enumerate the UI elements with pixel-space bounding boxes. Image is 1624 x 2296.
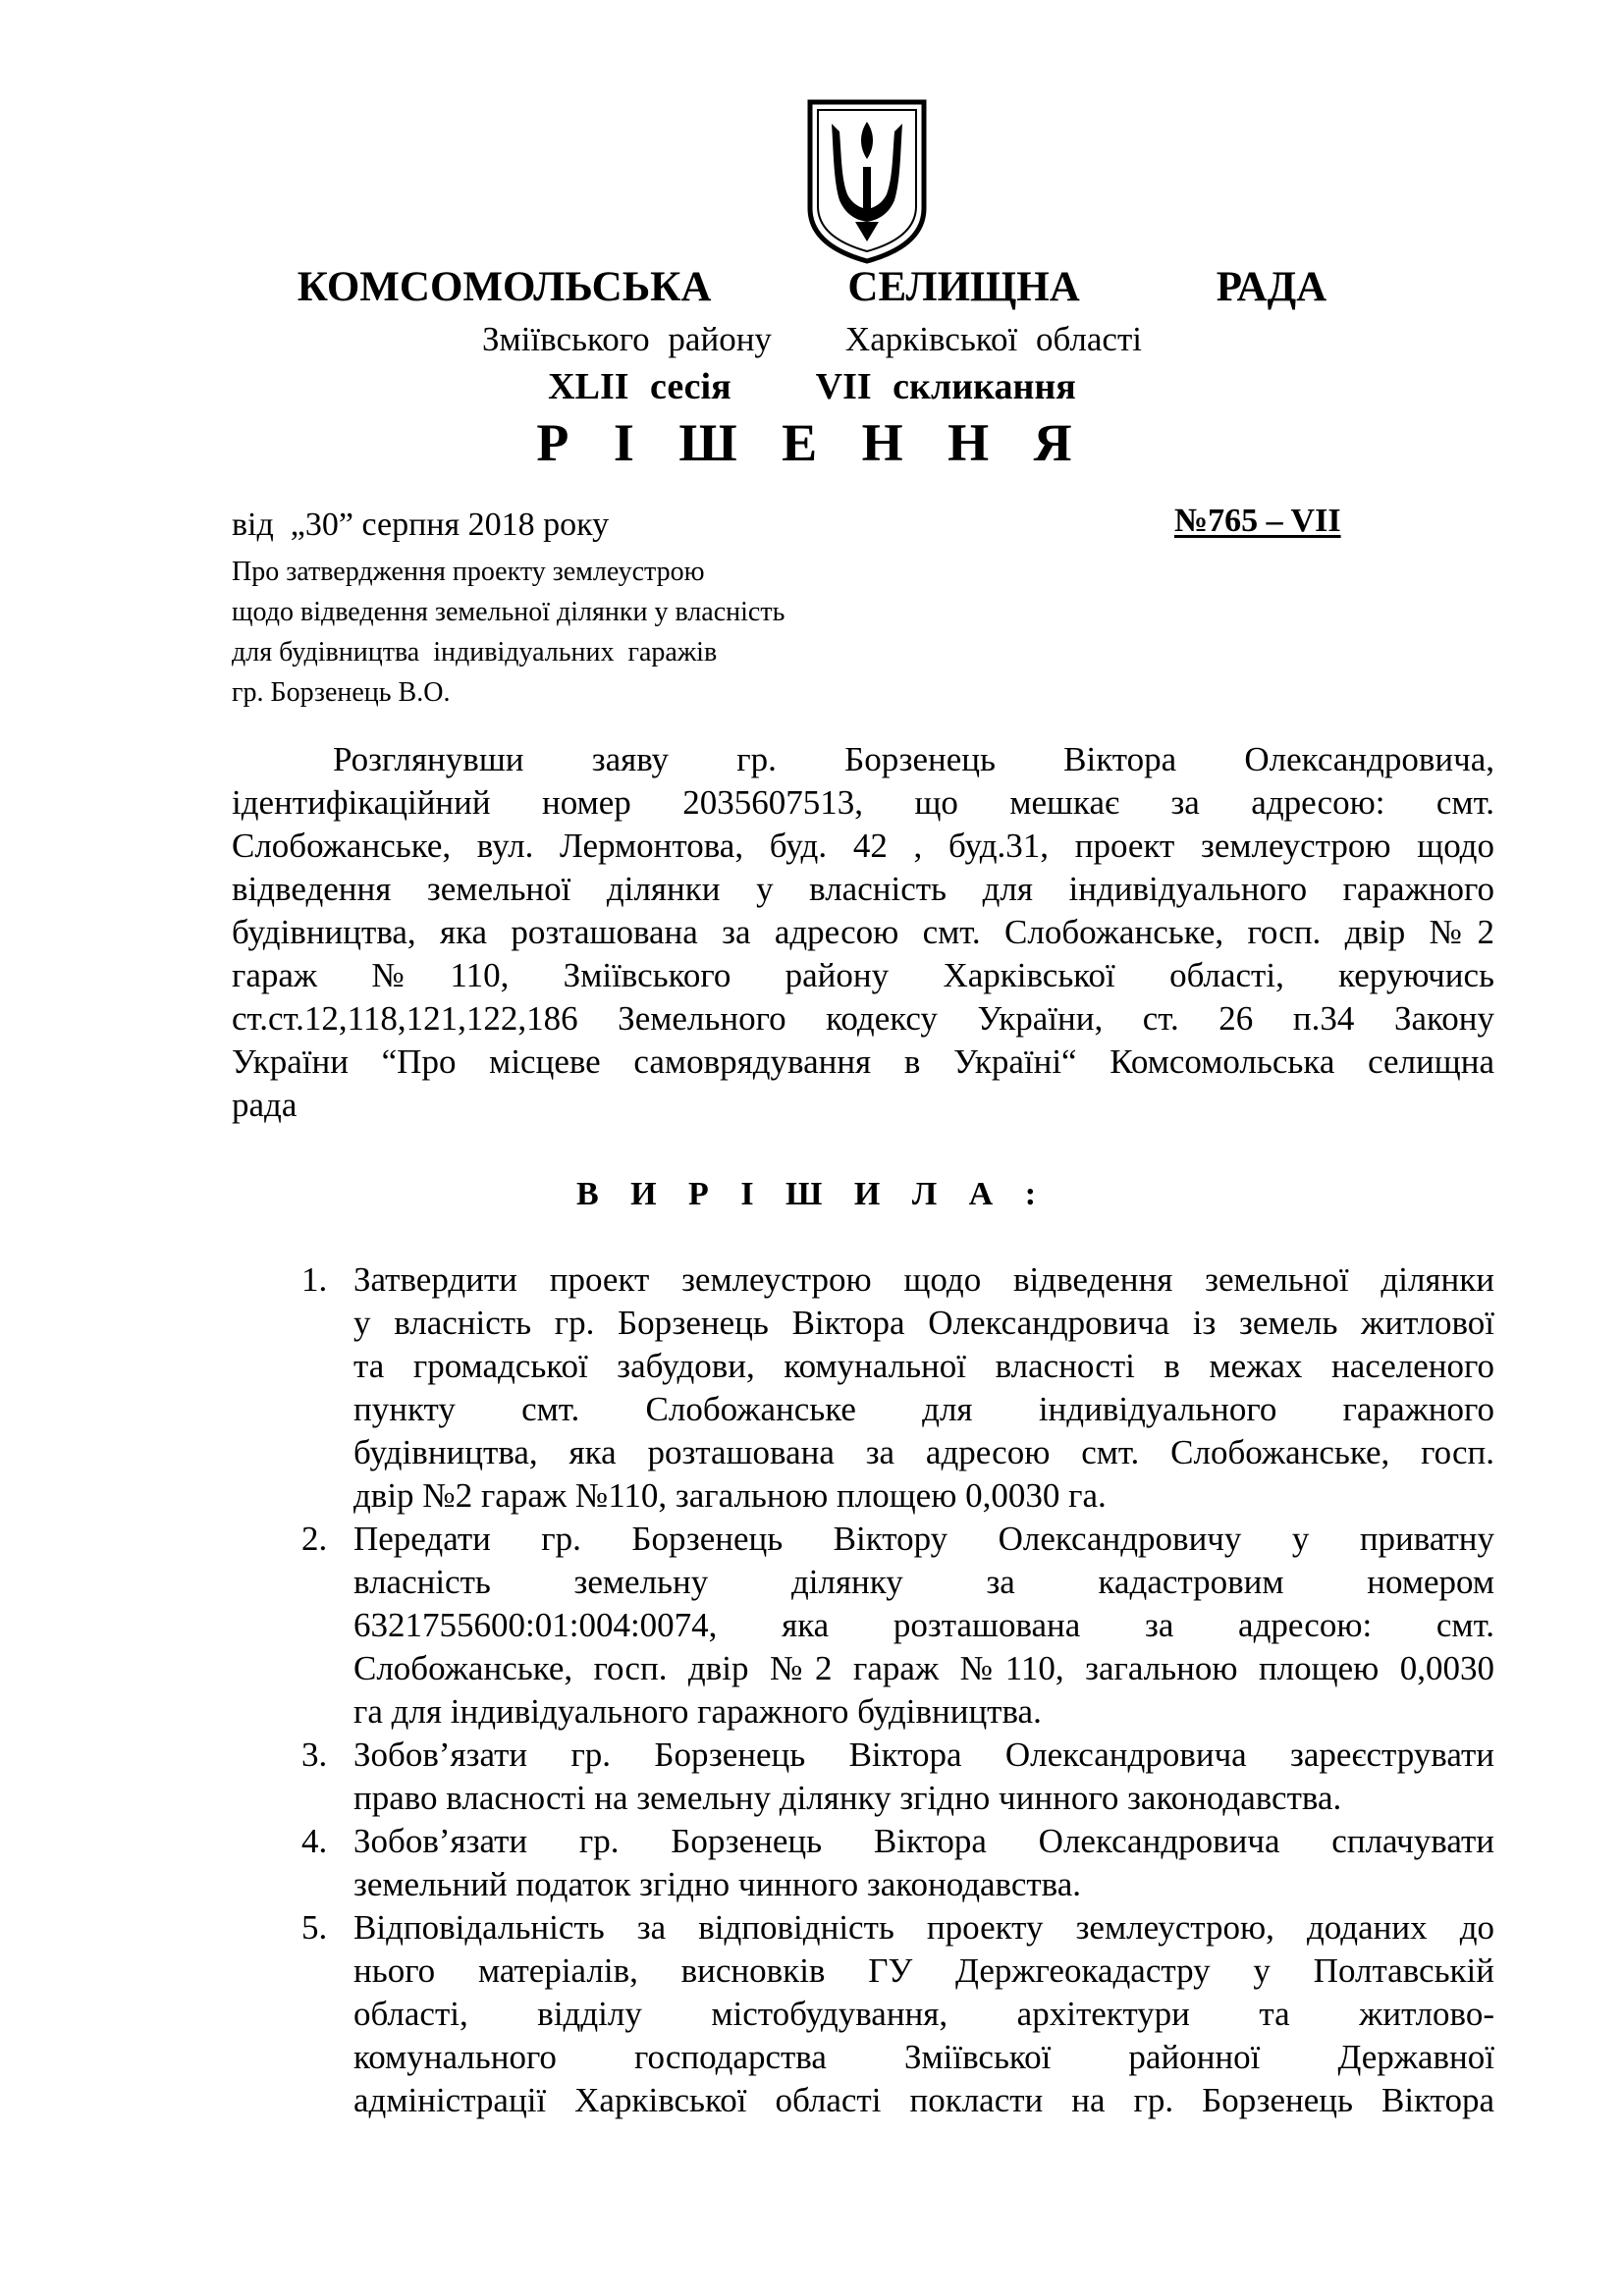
item-line: Затвердити проект землеустрою щодо відведення земельної ділянки	[353, 1260, 1494, 1299]
decision-date: від „30” серпня 2018 року	[232, 507, 610, 543]
item-line: та громадської забудови, комунальної власності в межах населеного	[353, 1347, 1494, 1385]
district-name: Зміївського району Харківської області	[482, 320, 1142, 358]
preamble-line: ст.ст.12,118,121,122,186 Земельного кодексу України, ст. 26 п.34 Закону	[232, 999, 1494, 1038]
item-line: комунального господарства Зміївської районної Державної	[353, 2038, 1494, 2076]
item-line: пункту смт. Слобожанське для індивідуального гаражного	[353, 1390, 1494, 1428]
decision-item	[295, 1258, 1494, 1518]
item-line: двір №2 гараж №110, загальною площею 0,0030 га.	[353, 1476, 1107, 1515]
item-line: Зобов’язати гр. Борзенець Віктора Олександровича сплачувати	[353, 1822, 1494, 1860]
preamble-line: ідентифікаційний номер 2035607513, що мешкає за адресою: смт.	[232, 783, 1494, 822]
subject-line: для будівництва індивідуальних гаражів	[232, 637, 718, 667]
item-line: нього матеріалів, висновків ГУ Держгеокадастру у Полтавській	[353, 1951, 1494, 1990]
item-number: 3.	[301, 1735, 328, 1774]
item-line: власність земельну ділянку за кадастровим номером	[353, 1563, 1494, 1601]
preamble-line: Слобожанське, вул. Лермонтова, буд. 42 , буд.31, проект землеустрою щодо	[232, 827, 1494, 865]
item-line: будівництва, яка розташована за адресою смт. Слобожанське, госп.	[353, 1433, 1494, 1471]
subject-line: щодо відведення земельної ділянки у власність	[232, 597, 785, 627]
item-line: право власності на земельну ділянку згідно чинного законодавства.	[353, 1779, 1342, 1817]
item-line: Зобов’язати гр. Борзенець Віктора Олександровича зареєструвати	[353, 1735, 1494, 1774]
preamble-line: рада	[232, 1086, 298, 1124]
decision-number: №765 – VII	[1174, 503, 1341, 539]
item-line: Слобожанське, госп. двір №2 гараж №110, загальною площею 0,0030	[353, 1649, 1494, 1687]
item-line: області, відділу містобудування, архітектури та житлово-	[353, 1995, 1494, 2033]
item-line: Відповідальність за відповідність проекту землеустрою, доданих до	[353, 1908, 1494, 1947]
preamble-line: відведення земельної ділянки у власність для індивідуального гаражного	[232, 870, 1494, 908]
trident-coat-of-arms-icon	[804, 98, 930, 265]
item-number: 1.	[301, 1260, 328, 1299]
item-number: 4.	[301, 1822, 328, 1860]
decision-item	[295, 1906, 1494, 2122]
item-line: га для індивідуального гаражного будівництва.	[353, 1692, 1042, 1731]
item-line: земельний податок згідно чинного законодавства.	[353, 1865, 1082, 1903]
decision-item	[295, 1518, 1494, 1734]
item-line: Передати гр. Борзенець Віктору Олександровичу у приватну	[353, 1520, 1494, 1558]
preamble-line: гараж №110, Зміївського району Харківської області, керуючись	[232, 956, 1494, 994]
subject-line: Про затвердження проекту землеустрою	[232, 557, 705, 587]
decision-item	[295, 1734, 1494, 1820]
subject-line: гр. Борзенець В.О.	[232, 677, 451, 708]
preamble-paragraph	[232, 738, 1494, 1127]
preamble-line: будівництва, яка розташована за адресою смт. Слобожанське, госп. двір №2	[232, 913, 1494, 951]
preamble-line: України “Про місцеве самоврядування в Україні“ Комсомольська селищна	[232, 1042, 1494, 1081]
decided-heading: В И Р І Ш И Л А :	[575, 1176, 1049, 1212]
item-number: 2.	[301, 1520, 328, 1558]
decision-item	[295, 1820, 1494, 1906]
item-line: 6321755600:01:004:0074, яка розташована за адресою: смт.	[353, 1606, 1494, 1644]
decision-items-list	[295, 1258, 1494, 2122]
council-name: КОМСОМОЛЬСЬКА СЕЛИЩНА РАДА	[297, 264, 1327, 310]
preamble-line: Розглянувши заяву гр. Борзенець Віктора Олександровича,	[333, 740, 1494, 778]
item-line: у власність гр. Борзенець Віктора Олександровича із земель житлової	[353, 1304, 1494, 1342]
item-line: адміністрації Харківської області покласти на гр. Борзенець Віктора	[353, 2081, 1494, 2119]
item-number: 5.	[301, 1908, 328, 1947]
document-type-title: Р І Ш Е Н Н Я	[536, 413, 1088, 472]
session-info: XLII сесія VII скликання	[548, 366, 1076, 407]
decision-subject	[232, 552, 939, 713]
